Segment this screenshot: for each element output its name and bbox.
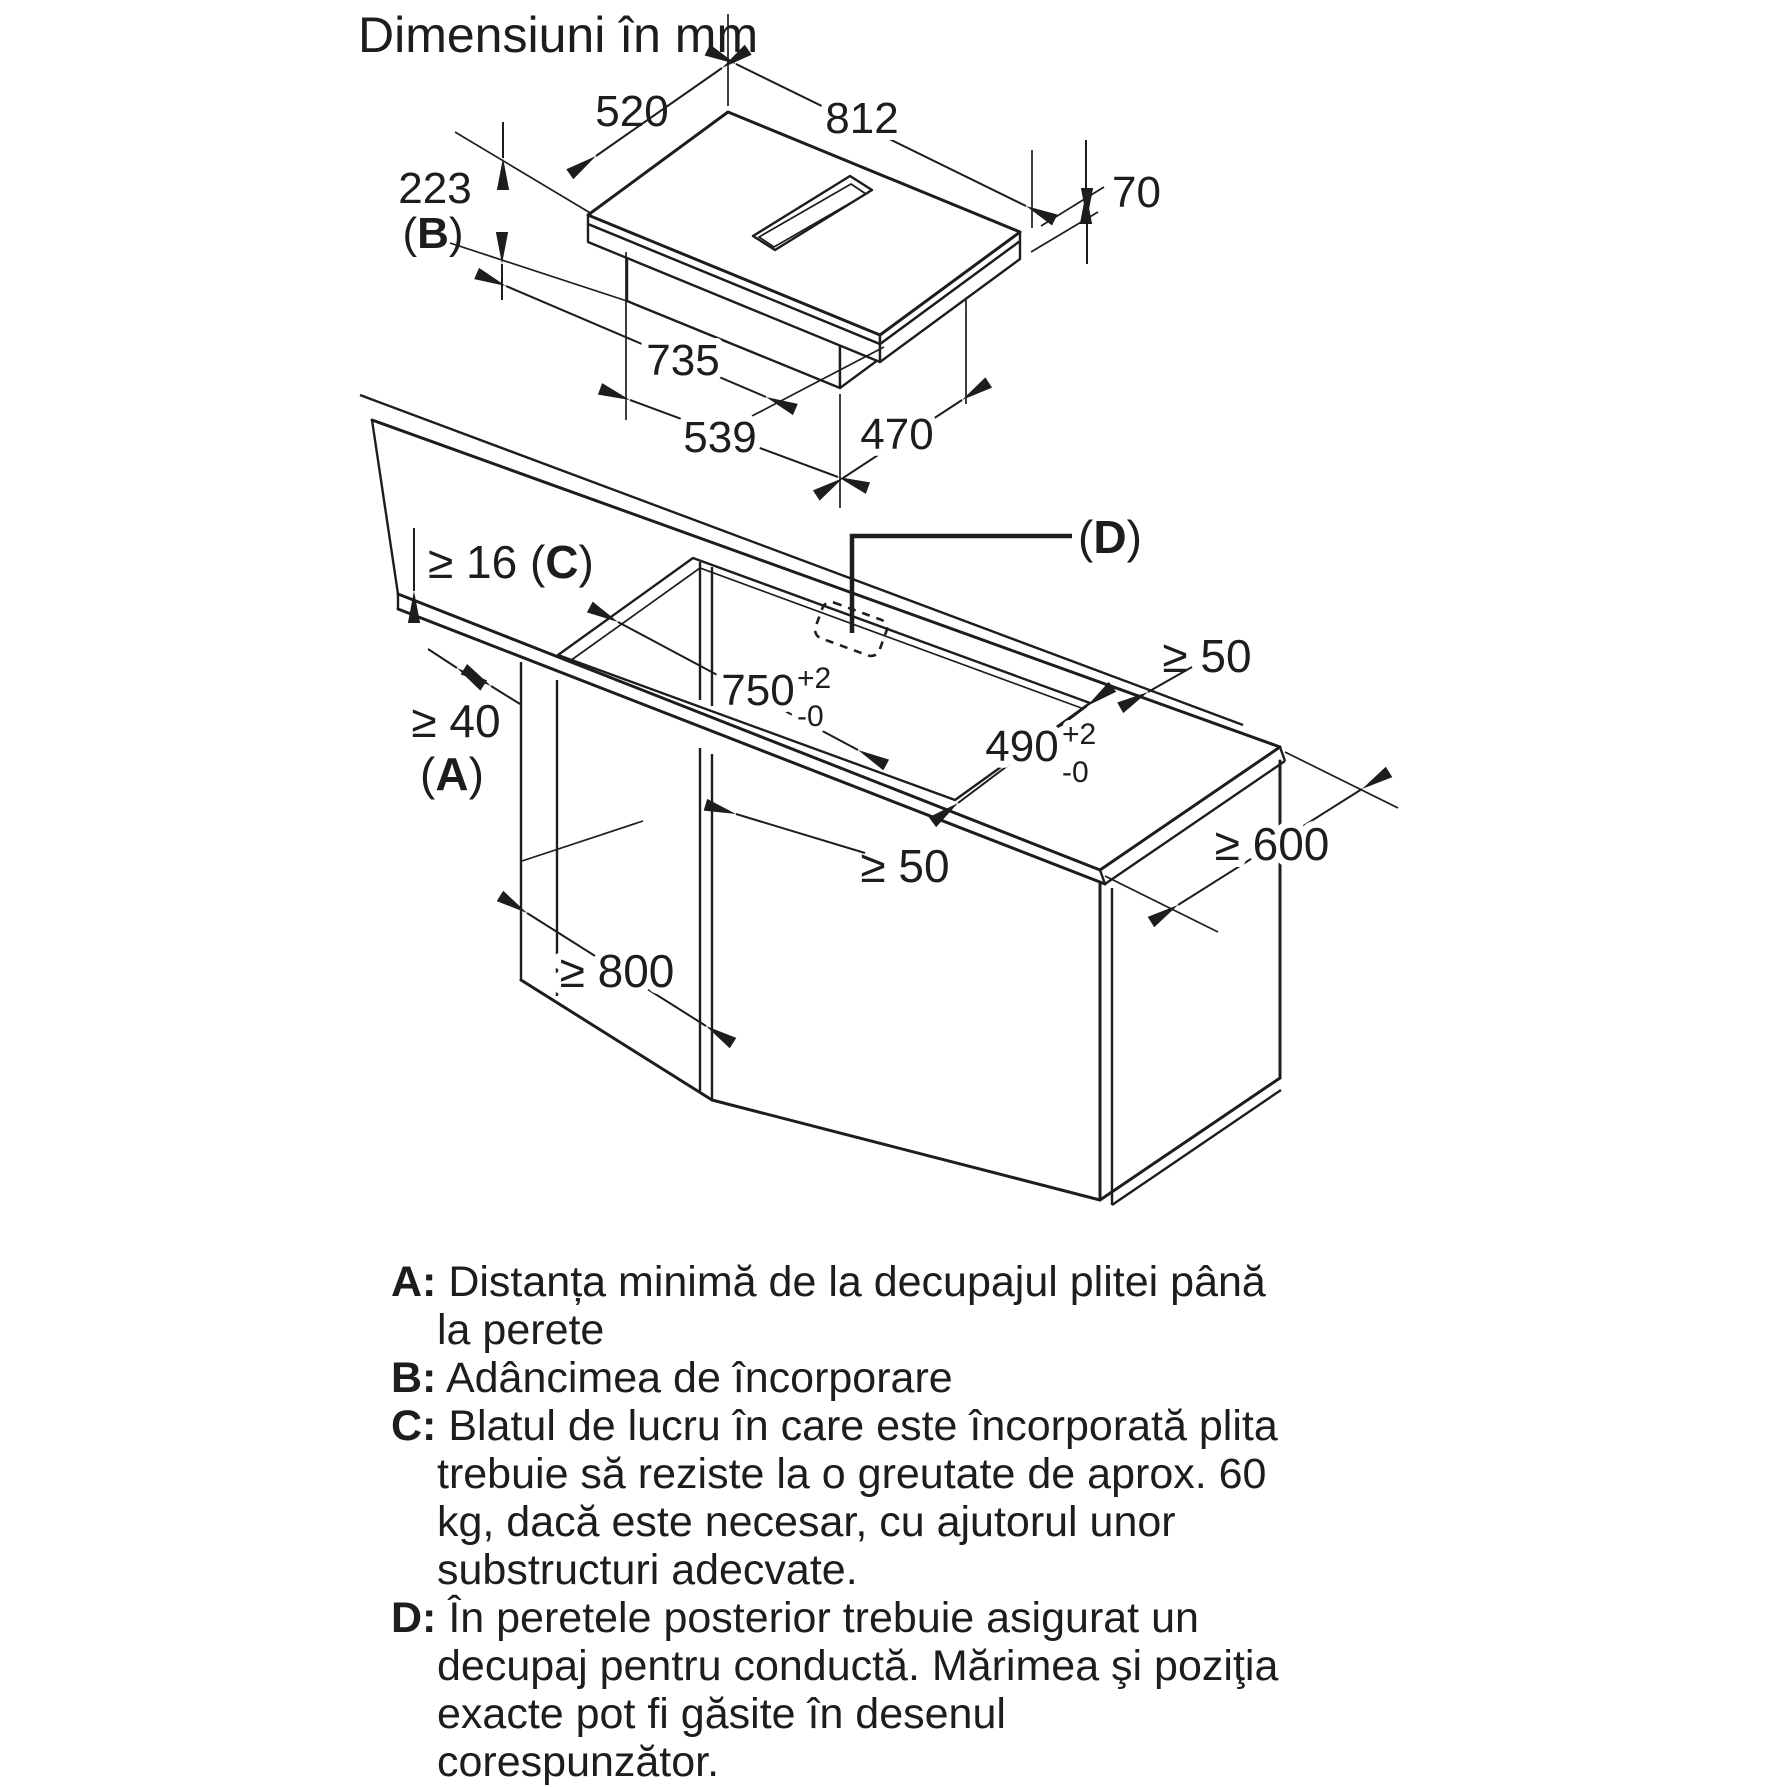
partition-through-cutout [700,562,712,706]
cabinet-back-line [522,821,643,861]
dim-70-label: 70 [1112,168,1161,217]
dim-539-label: 539 [683,413,757,462]
worktop-surface [372,420,1280,870]
ref-D-label: (D) [1078,511,1142,563]
dim-50-mid-label: ≥ 50 [860,840,950,892]
dim-40A-arrow-upper [428,649,457,668]
ext-600-lower [1105,876,1218,932]
dim-490-tol-upper: +2 [1062,718,1097,751]
dim-520-label: 520 [595,87,669,136]
page-title: Dimensiuni în mm [358,7,759,63]
ext-223-top [455,132,592,214]
dim-470-label: 470 [860,410,934,459]
side-panel-bottom-edge-inner [1112,1090,1281,1205]
ext-223-bottom [450,243,630,302]
dim-750-tol-upper: +2 [797,662,832,695]
ext-70-top [1041,187,1104,226]
dim-490-label: 490 [985,722,1059,771]
legend [391,1258,1281,1786]
dim-16C-label: ≥ 16 (C) [428,536,594,588]
ext-600-upper [1285,752,1398,808]
dim-223-label: 223 [398,164,472,213]
worktop-installation-view [360,395,1398,1205]
cabinet-bottom-front-edge [521,980,1100,1200]
dim-50-top-label: ≥ 50 [1162,630,1252,682]
dim-50-mid-arrow [736,814,865,853]
dim-800-label: ≥ 800 [559,945,675,997]
hob-top-view [398,14,1161,508]
dim-735-label: 735 [646,336,720,385]
dim-490-tol-lower: -0 [1062,756,1089,789]
dim-812-label: 812 [825,94,899,143]
legend-item-B: B: Adâncimea de încorporare [391,1354,953,1402]
legend-item-D: D: În peretele posterior trebuie asigurat un decupaj pentru conductă. Mărimea şi poziţia exacte pot fi găsite în desenul corespunzător. [391,1594,1279,1786]
dim-600-label: ≥ 600 [1214,818,1330,870]
dim-40-label: ≥ 40 [411,695,501,747]
legend-item-A: A: Distanța minimă de la decupajul plitei până la perete [391,1258,1266,1354]
side-panel-bottom-edge [1100,1078,1280,1200]
dim-223-ref-label: (B) [402,209,464,258]
dim-750-tol-lower: -0 [797,700,824,733]
dim-750-label: 750 [721,666,795,715]
ref-A-label: (A) [420,748,484,800]
legend-item-C: C: Blatul de lucru în care este încorporată plita trebuie să reziste la o greutate de aprox. 60 kg, dacă este necesar, cu ajutorul unor substructuri adecvate. [391,1402,1278,1594]
